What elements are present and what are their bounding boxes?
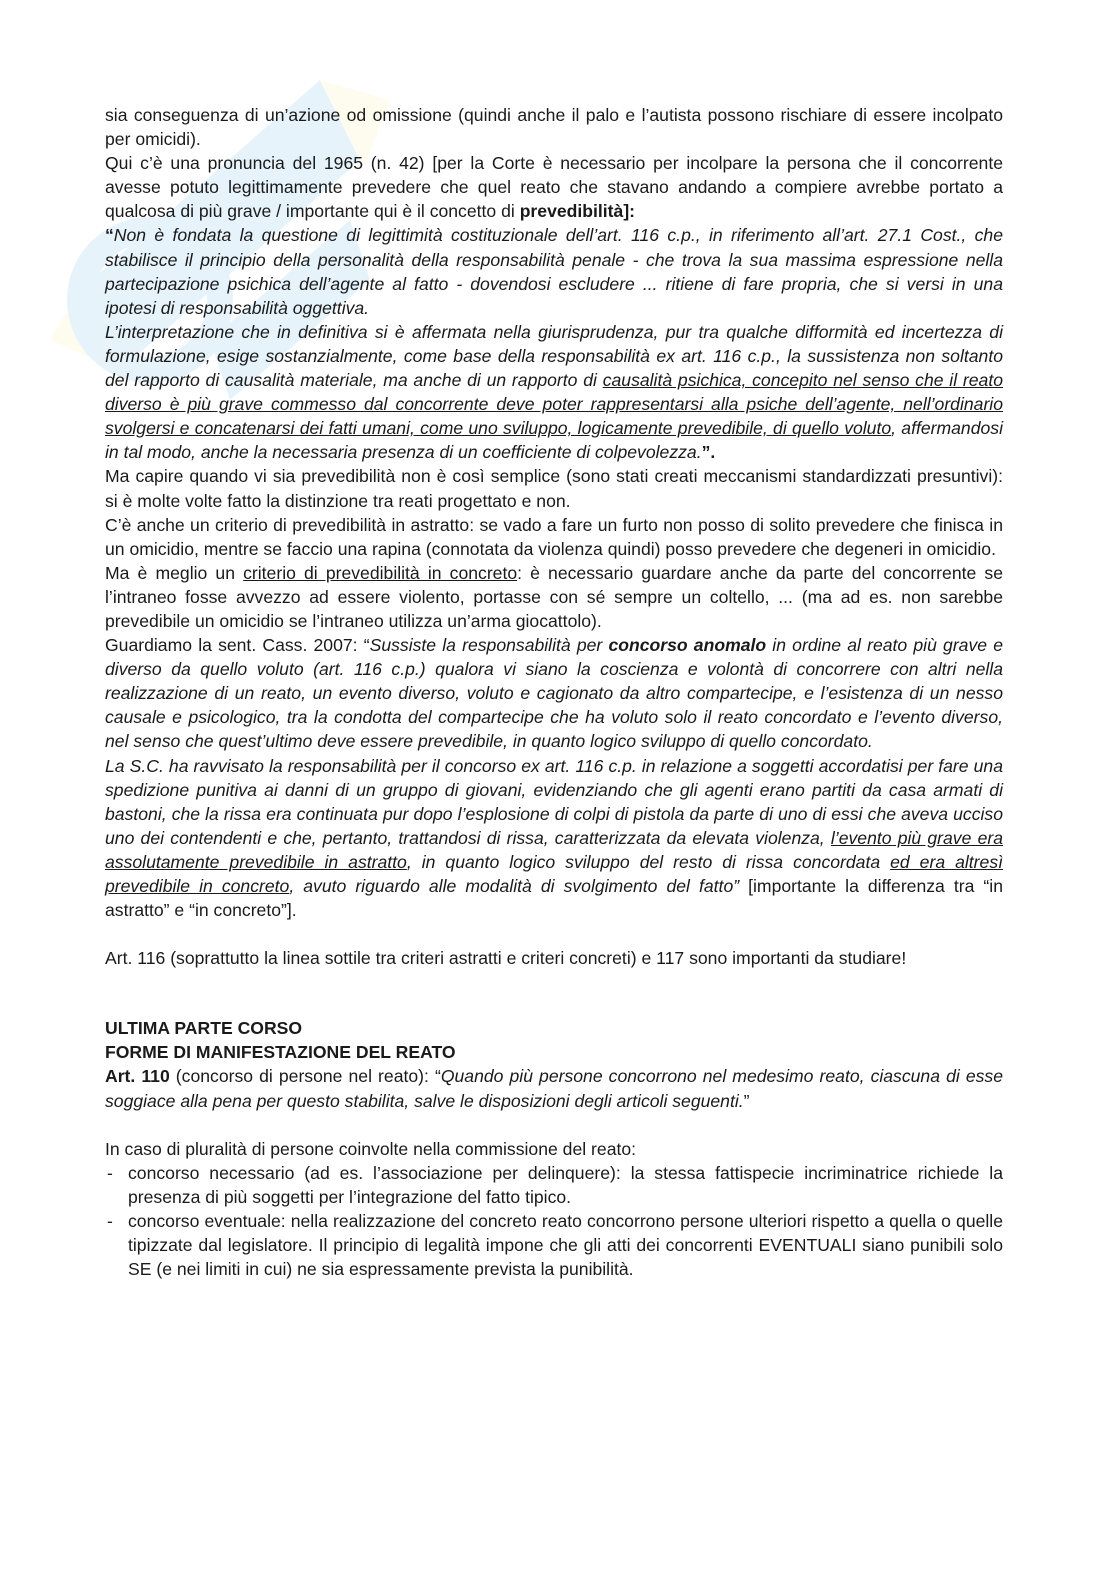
paragraph-4-quote: L’interpretazione che in definitiva si è affermata nella giurisprudenza, pur tra qualche difformità ed incertezza di formulazione, esige sostanzialmente, come base della responsabilità ex art. 116 c.p., la sussistenza non soltanto del rapporto di causalità materiale, ma anche di un rapporto di causalità psichica, concepito nel senso che il reato diverso è più grave commesso dal concorrente deve poter rappresentarsi alla psiche dell’agente, nell’ordinario svolgersi e concatenarsi dei fatti umani, come uno sviluppo, logicamente prevedibile, di quello voluto, affermandosi in tal modo, anche la necessaria presenza di un coefficiente di colpevolezza.”. xyxy=(105,321,1003,463)
list-item: - concorso eventuale: nella realizzazione del concreto reato concorrono persone ulteriori rispetto a quella o quelle tipizzate dal legislatore. Il principio di legalità impone che gli atti dei concorrenti EVENTUALI siano punibili solo SE (e nei limiti in cui) ne sia espressamente prevista la punibilità. xyxy=(105,1209,1003,1281)
paragraph-6: C’è anche un criterio di prevedibilità in astratto: se vado a fare un furto non posso di solito prevedere che finisca in un omicidio, mentre se faccio una rapina (connotata da violenza quindi) posso prevedere che degeneri in omicidio. xyxy=(105,514,1003,559)
paragraph-10: Art. 116 (soprattutto la linea sottile tra criteri astratti e criteri concreti) e 117 sono importanti da studiare! xyxy=(105,948,907,969)
list-item: - concorso necessario (ad es. l’associazione per delinquere): la stessa fattispecie incriminatrice richiede la presenza di più soggetti per l’integrazione del fatto tipico. xyxy=(105,1161,1003,1209)
heading-forme-manifestazione: FORME DI MANIFESTAZIONE DEL REATO xyxy=(105,1042,456,1063)
paragraph-5: Ma capire quando vi sia prevedibilità non è così semplice (sono stati creati meccanismi standardizzati presuntivi): si è molte volte fatto la distinzione tra reati progettato e non. xyxy=(105,466,1003,511)
paragraph-9-sc: La S.C. ha ravvisato la responsabilità per il concorso ex art. 116 c.p. in relazione a soggetti accordatisi per fare una spedizione punitiva ai danni di un gruppo di giovani, evidenziando che gli agenti erano partiti da casa armati di bastoni, che la rissa era continuata pur dopo l’esplosione di colpi di pistola da parte di uno di essi che aveva ucciso uno dei contendenti e che, pertanto, trattandosi di rissa, caratterizzata da elevata violenza, l’evento più grave era assolutamente prevedibile in astratto, in quanto logico sviluppo del resto di rissa concordata ed era altresì prevedibile in concreto, avuto riguardo alle modalità di svolgimento del fatto” [importante la differenza tra “in astratto” e “in concreto”]. xyxy=(105,755,1004,921)
document-page xyxy=(105,103,1003,1281)
paragraph-7: Ma è meglio un criterio di prevedibilità in concreto: è necessario guardare anche da parte del concorrente se l’intraneo fosse avvezzo ad essere violento, portasse con sé sempre un coltello, ... (ma ad es. non sarebbe prevedibile un omicidio se l’intraneo utilizza un’arma giocattolo). xyxy=(105,562,1003,631)
paragraph-2: Qui c’è una pronuncia del 1965 (n. 42) [per la Corte è necessario per incolpare la persona che il concorrente avesse potuto legittimamente prevedere che quel reato che stavano andando a compiere avrebbe portato a qualcosa di più grave / importante qui è il concetto di prevedibilità]: xyxy=(105,153,1003,222)
heading-ultima-parte: ULTIMA PARTE CORSO xyxy=(105,1018,303,1039)
list-intro: In caso di pluralità di persone coinvolte nella commissione del reato: xyxy=(105,1138,637,1159)
art-110-paragraph: Art. 110 (concorso di persone nel reato): “Quando più persone concorrono nel medesimo reato, ciascuna di esse soggiace alla pena per questo stabilita, salve le disposizioni degli articoli seguenti.” xyxy=(105,1066,1003,1111)
paragraph-3-quote: “Non è fondata la questione di legittimità costituzionale dell’art. 116 c.p., in riferimento all’art. 27.1 Cost., che stabilisce il principio della personalità della responsabilità penale - che trova la sua massima espressione nella partecipazione psichica dell’agente al fatto - dovendosi escludere ... ritiene di fare propria, che si versi in una ipotesi di responsabilità oggettiva. xyxy=(105,225,1003,318)
paragraph-1: sia conseguenza di un’azione od omissione (quindi anche il palo e l’autista possono rischiare di essere incolpato per omicidi). xyxy=(105,105,1003,150)
concorso-list xyxy=(105,1161,1003,1281)
paragraph-8-cass-2007: Guardiamo la sent. Cass. 2007: “Sussiste la responsabilità per concorso anomalo in ordine al reato più grave e diverso da quello voluto (art. 116 c.p.) qualora vi siano la coscienza e volontà di concorrere con altri nella realizzazione di un reato, un evento diverso, voluto e cagionato da altro compartecipe, e l’esistenza di un nesso causale e psicologico, tra la condotta del compartecipe che ha voluto solo il reato concordato e l’evento diverso, nel senso che quest’ultimo deve essere prevedibile, in quanto logico sviluppo di quello concordato. xyxy=(105,635,1003,752)
section-heading xyxy=(105,1016,1003,1064)
